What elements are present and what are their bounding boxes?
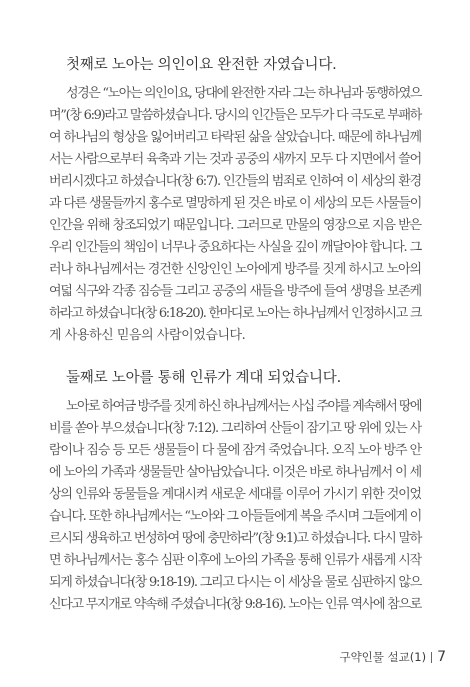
section1-heading: 첫째로 노아는 의인이요 완전한 자였습니다. [66,57,337,73]
section2-line: 신다고 무지개로 약속해 주셨습니다(창 9:8-16). 노아는 인류 역사에 참으로 [49,597,421,612]
section2-line: 상의 인류와 동물들을 계대시켜 새로운 세대를 이루어 가시기 위한 것이었 [49,487,421,502]
section1-line: 러나 하나님께서는 경건한 신앙인인 노아에게 방주를 짓게 하시고 노아의 [49,262,421,277]
section1-line: 서는 사람으로부터 육축과 기는 것과 공중의 새까지 모두 다 지면에서 쓸어 [49,152,421,167]
section1-line: 인간을 위해 창조되었기 때문입니다. 그러므로 만물의 영장으로 지음 받은 [49,218,421,233]
section1-line: 여덟 식구와 각종 짐승들 그리고 공중의 새들을 방주에 들여 생명을 보존케 [49,284,421,299]
section2-line: 면 하나님께서는 홍수 심판 이후에 노아의 가족을 통해 인류가 새롭게 시작 [49,553,421,568]
section2-line: 되게 하셨습니다(창 9:18-19). 그리고 다시는 이 세상을 물로 심판하지 않으 [49,575,421,590]
page-number: 7 [437,649,446,665]
section2-heading: 둘째로 노아를 통해 인류가 계대 되었습니다. [66,370,341,386]
section2-line: 습니다. 또한 하나님께서는 “노아와 그 아들들에게 복을 주시며 그들에게 이 [49,509,421,524]
section1-line: 며”(창 6:9)라고 말씀하셨습니다. 당시의 인간들은 모두가 다 극도로 부패하 [49,108,421,123]
section1-line: 여 하나님의 형상을 잃어버리고 타락된 삶을 살았습니다. 때문에 하나님께 [49,130,421,145]
section1-line: 성경은 “노아는 의인이요, 당대에 완전한 자라 그는 하나님과 동행하였으 [66,86,421,101]
section1-line: 버리시겠다고 하셨습니다(창 6:7). 인간들의 범죄로 인하여 이 세상의 환경 [49,174,421,189]
section1-line: 하라고 하셨습니다(창 6:18-20). 한마디로 노아는 하나님께서 인정하시고 크 [49,306,421,321]
section1-line: 우리 인간들의 책임이 너무나 중요하다는 사실을 깊이 깨달아야 합니다. 그 [49,240,421,255]
footer-divider [431,652,432,663]
section2-line: 르시되 생육하고 번성하여 땅에 충만하라”(창 9:1)고 하셨습니다. 다시 말하 [49,531,421,546]
section2-line: 람이나 짐승 등 모든 생물들이 다 물에 잠겨 죽었습니다. 오직 노아 방주 안 [49,443,421,458]
section1-line: 과 다른 생물들까지 홍수로 멸망하게 된 것은 바로 이 세상의 모든 사물들이 [49,196,421,211]
section2-line: 비를 쏟아 부으셨습니다(창 7:12). 그리하여 산들이 잠기고 땅 위에 있는 사 [49,421,421,436]
section2-line: 에 노아의 가족과 생물들만 살아남았습니다. 이것은 바로 하나님께서 이 세 [49,465,421,480]
section2-line: 노아로 하여금 방주를 짓게 하신 하나님께서는 사십 주야를 계속해서 땅에 [66,399,421,414]
page-footer [339,649,446,665]
running-title: 구약인물 설교(1) [339,650,427,664]
section1-line: 게 사용하신 믿음의 사람이었습니다. [49,328,246,343]
